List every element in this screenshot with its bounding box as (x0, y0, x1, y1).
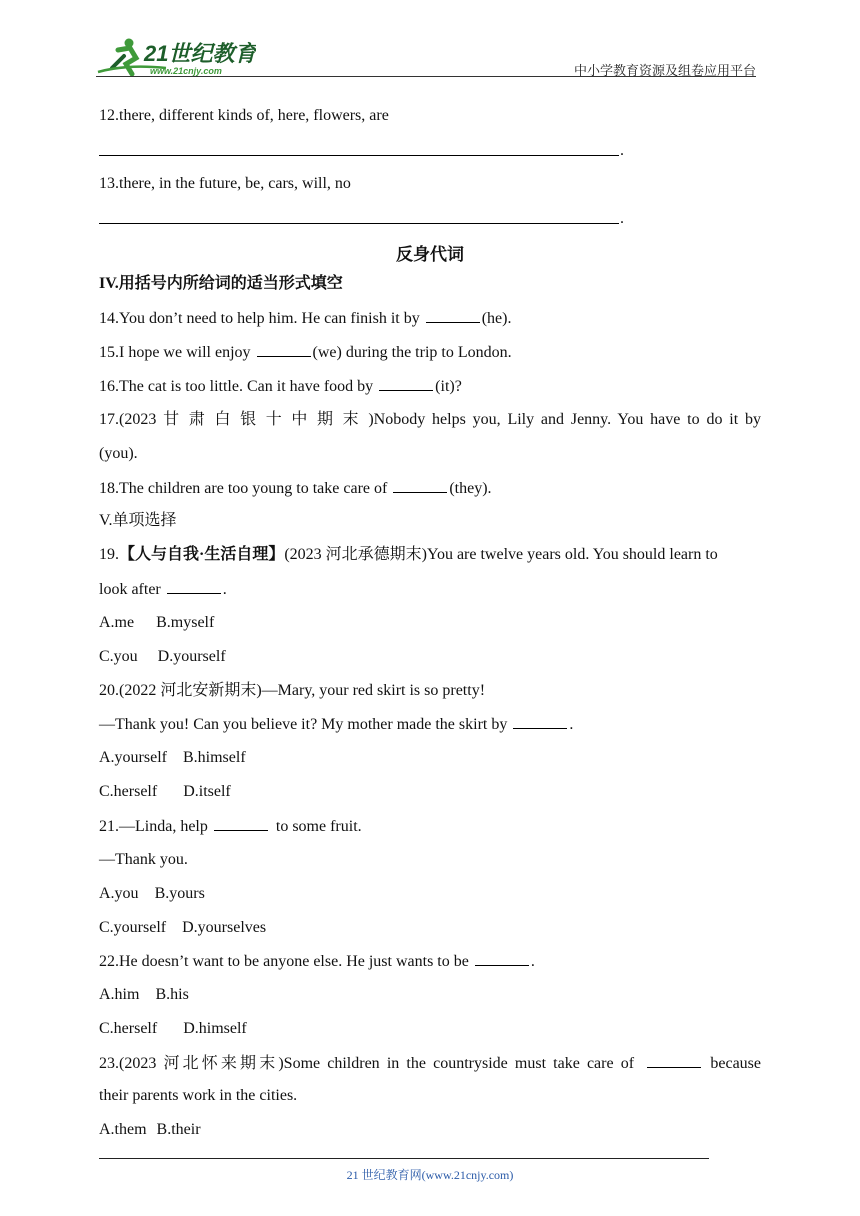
question-17-line-1: 17.(2023 甘 肃 白 银 十 中 期 末 )Nobody helps you, Lily and Jenny. You have to do it by (99, 411, 761, 428)
option-20-a[interactable]: A.yourself (99, 749, 167, 766)
answer-period-13: . (620, 210, 624, 227)
question-22-period: . (530, 953, 535, 970)
question-19-text-2: look after (99, 581, 161, 598)
question-17-line-2: (you). (99, 445, 138, 462)
section-title: 反身代词 (396, 245, 464, 264)
question-22-options-ab (99, 985, 189, 1005)
question-23-line-2: their parents work in the cities. (99, 1087, 298, 1104)
question-12: 12.there, different kinds of, here, flowers, are (99, 107, 389, 124)
answer-period-12: . (620, 142, 624, 159)
question-18-hint: (they). (449, 480, 492, 497)
option-19-d[interactable]: D.yourself (157, 648, 226, 665)
question-16 (99, 376, 462, 397)
part-5-title: V.单项选择 (99, 512, 177, 529)
option-22-d[interactable]: D.himself (183, 1020, 247, 1037)
question-15-text: 15.I hope we will enjoy (99, 344, 251, 361)
question-15 (99, 342, 512, 363)
question-19-options-ab (99, 613, 214, 633)
option-22-b[interactable]: B.his (155, 986, 189, 1003)
question-18 (99, 478, 492, 499)
option-23-b[interactable]: B.their (156, 1121, 201, 1138)
answer-blank-20[interactable] (513, 714, 567, 729)
question-23-options-ab (99, 1120, 201, 1140)
question-23-text-2: because (710, 1055, 762, 1072)
option-20-d[interactable]: D.itself (183, 783, 231, 800)
answer-line-12[interactable] (99, 155, 619, 156)
question-21-line-2: —Thank you. (99, 851, 188, 868)
question-20-options-cd (99, 782, 231, 802)
question-16-hint: (it)? (435, 378, 462, 395)
question-21-options-cd (99, 918, 266, 938)
answer-blank-18[interactable] (393, 478, 447, 493)
option-21-c[interactable]: C.yourself (99, 919, 167, 936)
question-19-line-2 (99, 579, 227, 600)
answer-blank-14[interactable] (426, 308, 480, 323)
question-21-options-ab (99, 884, 205, 904)
platform-name: 中小学教育资源及组卷应用平台 (573, 63, 756, 78)
option-21-a[interactable]: A.you (99, 885, 139, 902)
question-19-period: . (222, 581, 227, 598)
page-header (96, 34, 756, 78)
question-13: 13.there, in the future, be, cars, will, no (99, 175, 351, 192)
question-15-hint: (we) during the trip to London. (312, 344, 512, 361)
question-22-options-cd (99, 1019, 247, 1039)
question-19-options-cd (99, 647, 226, 667)
option-22-c[interactable]: C.herself (99, 1020, 158, 1037)
question-20-line-2 (99, 714, 573, 735)
svg-text:www.21cnjy.com: www.21cnjy.com (150, 66, 222, 76)
question-20-period: . (569, 716, 574, 733)
question-23-text: 23.(2023 河北怀来期末)Some children in the countryside must take care of (99, 1055, 635, 1072)
answer-blank-15[interactable] (257, 342, 311, 357)
question-18-text: 18.The children are too young to take care of (99, 480, 388, 497)
question-22 (99, 951, 535, 972)
option-22-a[interactable]: A.him (99, 986, 140, 1003)
question-19-tag: 【人与自我·生活自理】 (119, 546, 285, 563)
question-21-line-1 (99, 816, 362, 837)
part-4-title: IV.用括号内所给词的适当形式填空 (99, 275, 343, 292)
question-21-text: 21.—Linda, help (99, 818, 208, 835)
question-20-options-ab (99, 748, 246, 768)
answer-blank-23[interactable] (647, 1053, 701, 1068)
question-19-text: (2023 河北承德期末)You are twelve years old. You should learn to (284, 546, 718, 563)
footer-link[interactable]: 21 世纪教育网(www.21cnjy.com) (346, 1168, 514, 1182)
option-21-d[interactable]: D.yourselves (182, 919, 267, 936)
option-21-b[interactable]: B.yours (154, 885, 205, 902)
option-19-a[interactable]: A.me (99, 614, 135, 631)
question-14-hint: (he). (481, 310, 512, 327)
answer-blank-22[interactable] (475, 951, 529, 966)
option-19-c[interactable]: C.you (99, 648, 138, 665)
question-20-line-1: 20.(2022 河北安新期末)—Mary, your red skirt is so pretty! (99, 682, 486, 699)
header-divider (96, 76, 756, 77)
option-20-c[interactable]: C.herself (99, 783, 158, 800)
answer-blank-19[interactable] (167, 579, 221, 594)
question-14-text: 14.You don’t need to help him. He can finish it by (99, 310, 420, 327)
answer-blank-21[interactable] (214, 816, 268, 831)
question-19-line-1 (99, 545, 718, 565)
question-23-line-1 (99, 1053, 761, 1074)
answer-blank-16[interactable] (379, 376, 433, 391)
answer-line-13[interactable] (99, 223, 619, 224)
question-16-text: 16.The cat is too little. Can it have food by (99, 378, 374, 395)
question-19-number: 19. (99, 546, 119, 563)
option-20-b[interactable]: B.himself (182, 749, 246, 766)
question-22-text: 22.He doesn’t want to be anyone else. He just wants to be (99, 953, 469, 970)
site-logo (96, 34, 256, 78)
option-23-a[interactable]: A.them (99, 1121, 147, 1138)
question-20-text: —Thank you! Can you believe it? My mother made the skirt by (99, 716, 508, 733)
svg-text:21世纪教育: 21世纪教育 (144, 41, 256, 66)
question-14 (99, 308, 511, 329)
footer-divider (99, 1158, 709, 1159)
option-19-b[interactable]: B.myself (156, 614, 215, 631)
question-21-text-2: to some fruit. (275, 818, 362, 835)
